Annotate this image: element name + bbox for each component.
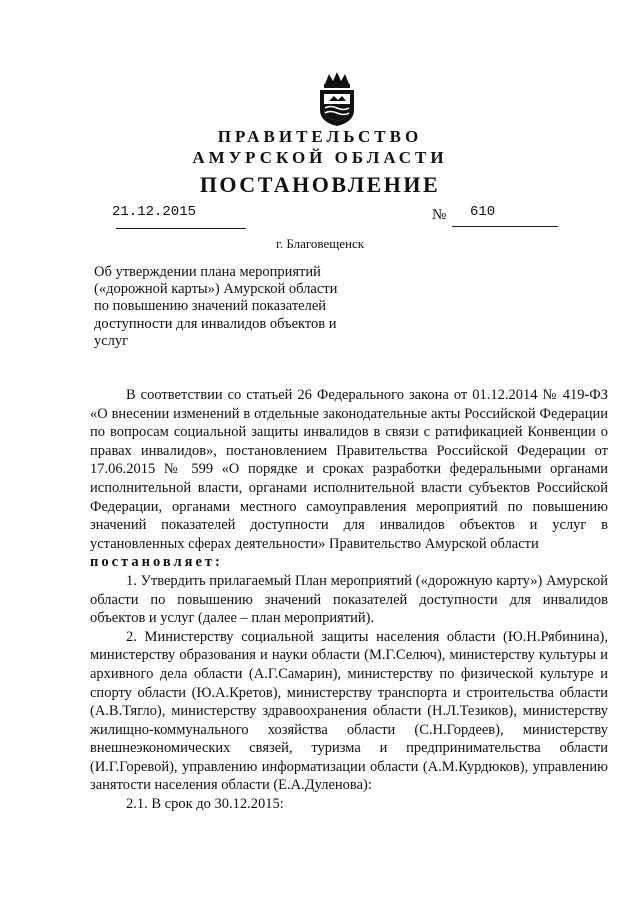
- number-underline: [452, 226, 558, 227]
- number-sign: №: [432, 207, 447, 223]
- item-1-paragraph: 1. Утвердить прилагаемый План мероприятий («дорожную карту») Амурской области по повышению значений показателей доступности для инвалидов объектов и услуг (далее – план мероприятий).: [90, 572, 608, 627]
- org-title-line2: АМУРСКОЙ ОБЛАСТИ: [192, 148, 448, 167]
- document-date: 21.12.2015: [112, 204, 197, 220]
- preamble-paragraph: В соответствии со статьей 26 Федерального закона от 01.12.2014 № 419-ФЗ «О внесении изменений в отдельные законодательные акты Российской Федерации по вопросам социальной защиты инвалидов в связи с ратификацией Конвенции о правах инвалидов», постановлением Правительства Российской Федерации от 17.06.2015 № 599 «О порядке и сроках разработки федеральными органами исполнительной власти, органами исполнительной власти субъектов Российской Федерации, органами местного самоуправления мероприятий по повышению значений показателей доступности для инвалидов объектов и услуг в установленных сферах деятельности» Правительство Амурской области: [90, 387, 608, 552]
- org-title-line1: ПРАВИТЕЛЬСТВО: [217, 127, 423, 146]
- document-number: 610: [470, 204, 496, 220]
- resolves-heading: постановляет:: [90, 554, 223, 571]
- document-body: [90, 386, 608, 814]
- date-underline: [116, 228, 246, 229]
- document-type-title: ПОСТАНОВЛЕНИЕ: [199, 172, 441, 197]
- document-subject: Об утверждении плана мероприятий («дорожной карты») Амурской области по повышению значений показателей доступности для инвалидов объектов и услуг: [94, 264, 338, 349]
- item-2-paragraph: 2. Министерству социальной защиты населения области (Ю.Н.Рябинина), министерству образования и науки области (М.Г.Селюч), министерству культуры и архивного дела области (А.Г.Самарин), министерству по физической культуре и спорту области (Ю.А.Кретов), министерству транспорта и строительства области (А.В.Тягло), министерству здравоохранения области (Н.Л.Тезиков), министерству жилищно-коммунального хозяйства области (С.Н.Гордеев), министерству внешнеэкономических связей, туризма и предпринимательства области (И.Г.Горевой), управлению информатизации области (А.М.Курдюков), управлению занятости населения области (Е.А.Дуленова):: [90, 628, 608, 794]
- item-2-1-paragraph: 2.1. В срок до 30.12.2015:: [126, 796, 284, 813]
- city-name: г. Благовещенск: [275, 236, 365, 251]
- coat-of-arms-icon: [316, 70, 358, 128]
